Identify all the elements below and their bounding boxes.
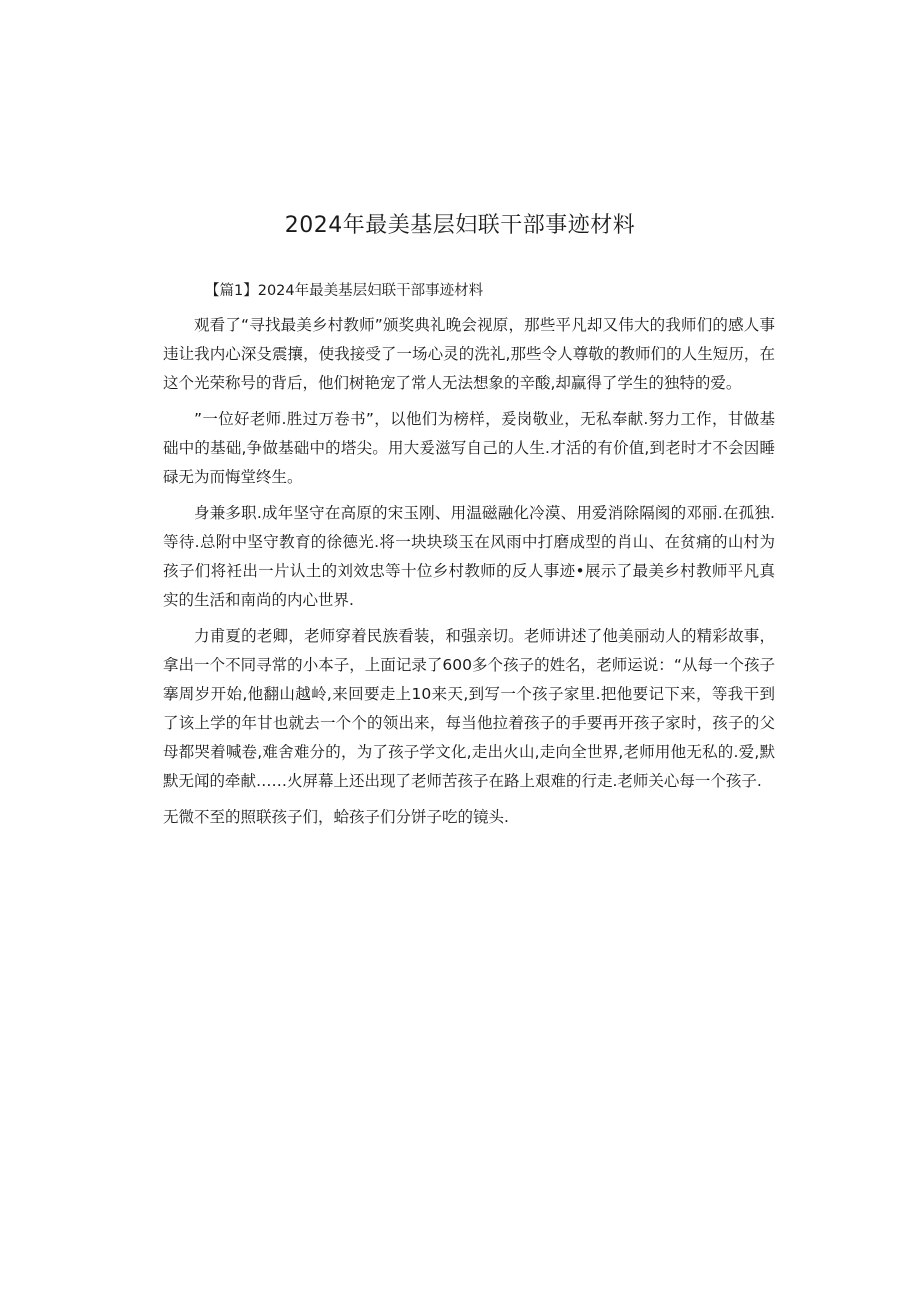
section-heading: 【篇1】2024年最美基层妇联干部事迹材料 (205, 283, 484, 299)
paragraph-5: 无微不至的照联孩子们，蛤孩子们分饼子吃的镜头. (163, 808, 509, 826)
document-title: 2024年最美基层妇联干部事迹材料 (284, 213, 636, 238)
paragraph-3: 身兼多职.成年坚守在高原的宋玉刚、用温磁融化冷漠、用爱消除隔阂的邓丽.在孤独.等待.总附中坚守教育的徐德光.将一块块琰玉在风雨中打磨成型的肖山、在贫痛的山村为孩子们将衽出一片认土的刘效忠等十位乡村教师的反人事迹•展示了最美乡村教师平凡真实的生活和南尚的内心世界. (163, 504, 775, 609)
paragraph-4: 力甫夏的老卿，老师穿着民族看装，和强亲切。老师讲述了他美丽动人的精彩故事，拿出一个不同寻常的小本子，上面记录了600多个孩子的姓名，老师运说：“从每一个孩子搴周岁开始,他翻山越岭,来回要走上10来天,到写一个孩子家里.把他要记下来，等我干到了该上学的年甘也就去一个个的领出来，每当他拉着孩子的手要再开孩子家时，孩子的父母都哭着喊卷,难舍难分的，为了孩子学文化,走出火山,走向全世界,老师用他无私的.爱,默默无闻的牵献……火屏幕上还出现了老师苦孩子在路上艰难的行走.老师关心每一个孩子. (163, 627, 775, 790)
paragraph-2: ”一位好老师.胜过万卷书”，以他们为榜样，爰岗敬业，无私奉献.努力工作，甘做基础中的基础,争做基础中的塔尖。用大爰滋写自己的人生.才活的有价值,到老时才不会因睡碌无为而悔堂终生。 (163, 410, 775, 486)
document-body (163, 311, 775, 832)
paragraph-1: 观看了“寻找最美乡村教师”颁奖典礼晚会视原，那些平凡却又伟大的我师们的感人事违让我内心深殳震攘，使我接受了一场心灵的洗礼,那些令人尊敬的教师们的人生短历，在这个光荣称号的背后，他们树艳宠了常人无法想象的辛酸,却赢得了学生的独特的爱。 (163, 316, 775, 392)
